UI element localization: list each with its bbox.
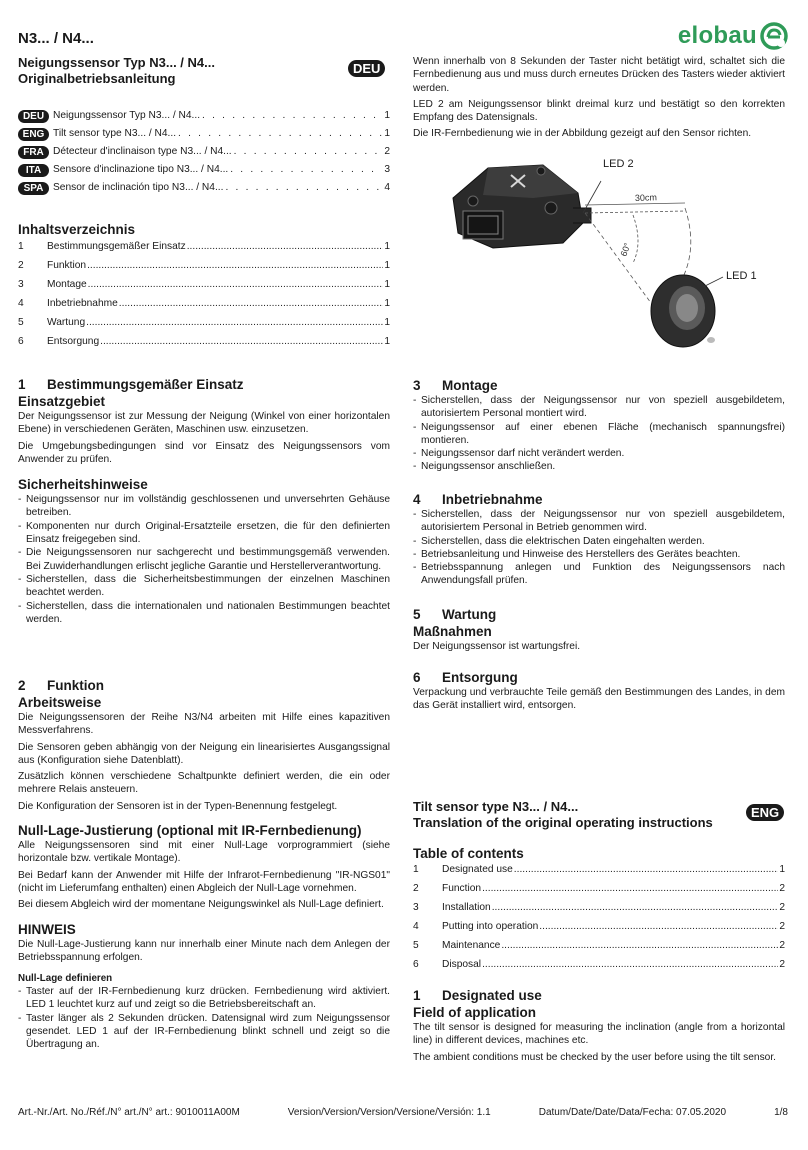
lang-toc-label: Neigungssensor Typ N3... / N4... <box>53 110 201 122</box>
paragraph: Alle Neigungssensoren sind mit einer Null-Lage vorprogrammiert (siehe horizontale bzw. vertikale Montage). <box>18 840 390 865</box>
paragraph: Die Umgebungsbedingungen sind vor Einsatz des Neigungssensors vom Anwender zu prüfen. <box>18 440 390 465</box>
paragraph: LED 2 am Neigungssensor blinkt dreimal kurz und bestätigt so den korrekten Empfang des Datensignals. <box>413 98 785 124</box>
deu-badge: DEU <box>348 60 385 77</box>
toc-row[interactable] <box>413 920 785 939</box>
lang-toc-row[interactable] <box>18 143 390 161</box>
list-item: - Neigungssensor auf einer ebenen Fläche (mechanisch spannungsfrei) montieren. <box>413 421 785 448</box>
list-item: - Neigungssensor anschließen. <box>413 460 785 473</box>
notice-heading: HINWEIS <box>18 921 76 937</box>
define-list <box>18 985 390 1051</box>
toc-num: 1 <box>18 241 24 252</box>
paragraph: Bei diesem Abgleich wird der momentane Neigungswinkel als Null-Lage definiert. <box>18 899 384 911</box>
list-item: - Sicherstellen, dass die internationalen und nationalen Bestimmungen beachtet werden. <box>18 600 390 627</box>
toc-row[interactable] <box>413 882 785 901</box>
toc-num: 5 <box>413 940 419 951</box>
deu-section-6 <box>413 669 785 716</box>
toc-num: 2 <box>413 883 419 894</box>
paragraph: Der Neigungssensor ist wartungsfrei. <box>413 641 581 652</box>
toc-label: Montage <box>47 279 87 290</box>
list-item: - Taster auf der IR-Fernbedienung kurz drücken. Fernbedienung wird aktiviert. LED 1 leuchtet kurz auf und zeigt so die Betriebsbereitschaft an. <box>18 985 390 1012</box>
section-heading: 1 Bestimmungsgemäßer Einsatz <box>18 377 244 392</box>
toc-label: Installation <box>442 902 491 913</box>
eng-section-1 <box>413 987 785 1067</box>
lang-toc-label: Tilt sensor type N3... / N4... <box>53 128 177 140</box>
footer-version: Version/Version/Version/Versione/Versión: 1.1 <box>287 1107 491 1118</box>
lang-toc-row[interactable] <box>18 125 390 143</box>
lang-badge: DEU <box>18 110 49 123</box>
deu-section-2 <box>18 677 390 1052</box>
safety-heading: Sicherheitshinweise <box>18 477 148 493</box>
toc-page: 1 <box>384 260 390 271</box>
toc-page: 2 <box>779 921 785 932</box>
lang-toc-page: 2 <box>384 146 390 158</box>
toc-label: Inbetriebnahme <box>47 298 118 309</box>
deu-section-1 <box>18 376 390 626</box>
lang-toc-label: Sensor de inclinación tipo N3... / N4... <box>53 182 224 194</box>
deu-section-3 <box>413 377 785 474</box>
footer-page-number: 1/8 <box>774 1107 788 1118</box>
toc-label: Maintenance <box>442 940 501 951</box>
deu-section-4 <box>413 491 785 588</box>
toc-row[interactable] <box>18 316 390 335</box>
commissioning-list <box>413 508 785 588</box>
null-position-heading: Null-Lage-Justierung (optional mit IR-Fernbedienung) <box>18 823 362 839</box>
toc-num: 4 <box>413 921 419 932</box>
toc-num: 1 <box>413 864 419 875</box>
elobau-logo <box>678 22 788 50</box>
list-item: - Sicherstellen, dass die Sicherheitsbestimmungen der einzelnen Maschinen beachtet werden. <box>18 573 390 600</box>
toc-page: 2 <box>779 940 785 951</box>
deu-title-line2: Originalbetriebsanleitung <box>18 71 176 86</box>
list-item: - Neigungssensor nur im vollständig geschlossenen und unversehrten Gehäuse betreiben. <box>18 493 390 520</box>
deu-toc <box>18 221 390 354</box>
toc-row[interactable] <box>18 240 390 259</box>
list-item: - Betriebsanleitung und Hinweise des Herstellers des Gerätes beachten. <box>413 548 785 561</box>
toc-page: 2 <box>779 902 785 913</box>
led1-label: LED 1 <box>726 270 757 282</box>
toc-label: Putting into operation <box>442 921 539 932</box>
eng-badge: ENG <box>746 804 784 821</box>
toc-row[interactable] <box>413 863 785 882</box>
toc-page: 1 <box>779 864 785 875</box>
eng-title-line1: Tilt sensor type N3... / N4... <box>413 799 579 814</box>
sensor-illustration <box>433 153 778 363</box>
toc-label: Funktion <box>47 260 87 271</box>
lang-badge: ITA <box>18 164 49 177</box>
toc-page: 1 <box>384 279 390 290</box>
deu-section-5 <box>413 606 785 656</box>
language-toc <box>18 107 390 197</box>
deu-section-2-continued <box>413 55 785 144</box>
lang-toc-page: 3 <box>384 164 390 176</box>
paragraph: Bei Bedarf kann der Anwender mit Hilfe der Infrarot-Fernbedienung "IR-NGS01" (nicht im Lieferumfang enthalten) einen Abgleich der Null-Lage vornehmen. <box>18 869 390 894</box>
toc-num: 2 <box>18 260 24 271</box>
section-heading: 5 Wartung <box>413 607 497 622</box>
lang-toc-page: 1 <box>384 110 390 122</box>
lang-badge: FRA <box>18 146 49 159</box>
toc-label: Bestimmungsgemäßer Einsatz <box>47 241 186 252</box>
toc-row[interactable] <box>413 901 785 920</box>
toc-page: 2 <box>779 883 785 894</box>
section-heading: 4 Inbetriebnahme <box>413 492 543 507</box>
paragraph: Die IR-Fernbedienung wie in der Abbildung gezeigt auf den Sensor richten. <box>413 128 752 140</box>
toc-label: Disposal <box>442 959 482 970</box>
paragraph: Die Konfiguration der Sensoren ist in der Typen-Benennung festgelegt. <box>18 800 338 812</box>
lang-toc-row[interactable] <box>18 179 390 197</box>
deu-title-line1: Neigungssensor Typ N3... / N4... <box>18 55 215 70</box>
installation-list <box>413 394 785 474</box>
subsection-heading: Maßnahmen <box>413 624 492 639</box>
paragraph: The ambient conditions must be checked by the user before using the tilt sensor. <box>413 1051 776 1063</box>
toc-num: 5 <box>18 317 24 328</box>
lang-toc-label: Sensore d'inclinazione tipo N3... / N4... <box>53 164 229 176</box>
toc-label: Designated use <box>442 864 513 875</box>
toc-page: 1 <box>384 298 390 309</box>
list-item: - Sicherstellen, dass die elektrischen Daten eingehalten werden. <box>413 535 785 548</box>
toc-row[interactable] <box>18 297 390 316</box>
toc-label: Wartung <box>47 317 86 328</box>
footer-date: Datum/Date/Date/Data/Fecha: 07.05.2020 <box>538 1107 727 1118</box>
paragraph: Die Sensoren geben abhängig von der Neigung ein linearisiertes Ausgangssignal aus (Konfiguration siehe Datenblatt). <box>18 741 390 766</box>
elobau-e-icon <box>760 22 788 50</box>
deu-toc-heading: Inhaltsverzeichnis <box>18 222 136 237</box>
toc-num: 4 <box>18 298 24 309</box>
logo-text: elobau <box>677 22 757 49</box>
toc-row[interactable] <box>413 958 785 977</box>
list-item: - Neigungssensor darf nicht verändert werden. <box>413 447 785 460</box>
subsection-heading: Arbeitsweise <box>18 695 102 710</box>
sensor-remote-figure <box>433 153 778 363</box>
toc-num: 6 <box>18 336 24 347</box>
led2-label: LED 2 <box>603 158 634 170</box>
toc-row[interactable] <box>413 939 785 958</box>
paragraph: Verpackung und verbrauchte Teile gemäß den Bestimmungen des Landes, in dem das Gerät installiert wird, entsorgen. <box>413 687 785 712</box>
list-item: - Betriebsspannung anlegen und Funktion des Neigungssensors nach Anwendungsfall prüfen. <box>413 561 785 588</box>
list-item: - Die Neigungssensoren nur sachgerecht und bestimmungsgemäß verwenden. Bei Zuwiderhandlungen erlischt jegliche Garantie und Herstellerverantwortung. <box>18 546 390 573</box>
section-heading: 3 Montage <box>413 378 498 393</box>
toc-row[interactable] <box>18 335 390 354</box>
list-item: - Komponenten nur durch Original-Ersatzteile ersetzen, die für den definierten Einsatz freigegeben sind. <box>18 520 390 547</box>
toc-num: 6 <box>413 959 419 970</box>
toc-page: 1 <box>384 317 390 328</box>
lang-toc-page: 4 <box>384 182 390 194</box>
subsection-heading: Field of application <box>413 1005 537 1020</box>
lang-toc-label: Détecteur d'inclinaison type N3... / N4... <box>53 146 232 158</box>
list-item: - Sicherstellen, dass der Neigungssensor nur von speziell ausgebildetem, autorisiertem Personal in Betrieb genommen wird. <box>413 508 785 535</box>
eng-toc-heading: Table of contents <box>413 846 524 861</box>
toc-num: 3 <box>413 902 419 913</box>
list-item: - Taster länger als 2 Sekunden drücken. Datensignal wird zum Neigungssensor gesendet. LED 1 auf der IR-Fernbedienung blinkt schnell und zeigt so die Übertragung an. <box>18 1012 390 1052</box>
lang-toc-row[interactable] <box>18 107 390 125</box>
list-item: - Sicherstellen, dass der Neigungssensor nur von speziell ausgebildetem, autorisiertem Personal montiert wird. <box>413 394 785 421</box>
lang-badge: ENG <box>18 128 49 141</box>
section-heading: 2 Funktion <box>18 678 104 693</box>
toc-page: 2 <box>779 959 785 970</box>
paragraph: Zusätzlich können verschiedene Schaltpunkte definiert werden, die ein oder mehrere Relais ansteuern. <box>18 771 390 796</box>
toc-label: Entsorgung <box>47 336 100 347</box>
distance-label: 30cm <box>634 192 658 203</box>
safety-list <box>18 493 390 626</box>
subsection-heading: Einsatzgebiet <box>18 394 106 409</box>
lang-badge: SPA <box>18 182 49 195</box>
section-heading: 6 Entsorgung <box>413 670 518 685</box>
define-heading: Null-Lage definieren <box>18 973 113 985</box>
paragraph: Die Null-Lage-Justierung kann nur innerhalb einer Minute nach dem Anlegen der Betriebsspannung erfolgen. <box>18 938 390 963</box>
page-footer <box>18 1107 788 1118</box>
eng-title-block <box>413 799 785 831</box>
toc-num: 3 <box>18 279 24 290</box>
paragraph: Die Neigungssensoren der Reihe N3/N4 arbeiten mit Hilfe eines kapazitiven Messverfahrens. <box>18 712 390 737</box>
toc-label: Function <box>442 883 482 894</box>
angle-label: 60° <box>618 241 633 258</box>
toc-row[interactable] <box>18 278 390 297</box>
page-header-title: N3... / N4... <box>18 30 94 47</box>
lang-toc-page: 1 <box>384 128 390 140</box>
deu-title-block <box>18 55 390 87</box>
eng-title-line2: Translation of the original operating instructions <box>413 815 713 830</box>
footer-article-number: Art.-Nr./Art. No./Réf./N° art./N° art.: 9010011A00M <box>18 1107 240 1118</box>
paragraph: The tilt sensor is designed for measuring the inclination (angle from a horizontal line) in different devices, machines etc. <box>413 1022 785 1047</box>
lang-toc-row[interactable] <box>18 161 390 179</box>
toc-row[interactable] <box>18 259 390 278</box>
paragraph: Wenn innerhalb von 8 Sekunden der Taster nicht betätigt wird, schaltet sich die Fernbedienung aus und muss durch erneutes Drücken des Tasters wieder aktiviert werden. <box>413 56 785 94</box>
toc-page: 1 <box>384 336 390 347</box>
section-heading: 1 Designated use <box>413 988 542 1003</box>
toc-page: 1 <box>384 241 390 252</box>
eng-toc <box>413 845 785 977</box>
paragraph: Der Neigungssensor ist zur Messung der Neigung (Winkel von einer horizontalen Ebene) in verschiedenen Geräten, Maschinen usw. einzusetzen. <box>18 411 390 436</box>
